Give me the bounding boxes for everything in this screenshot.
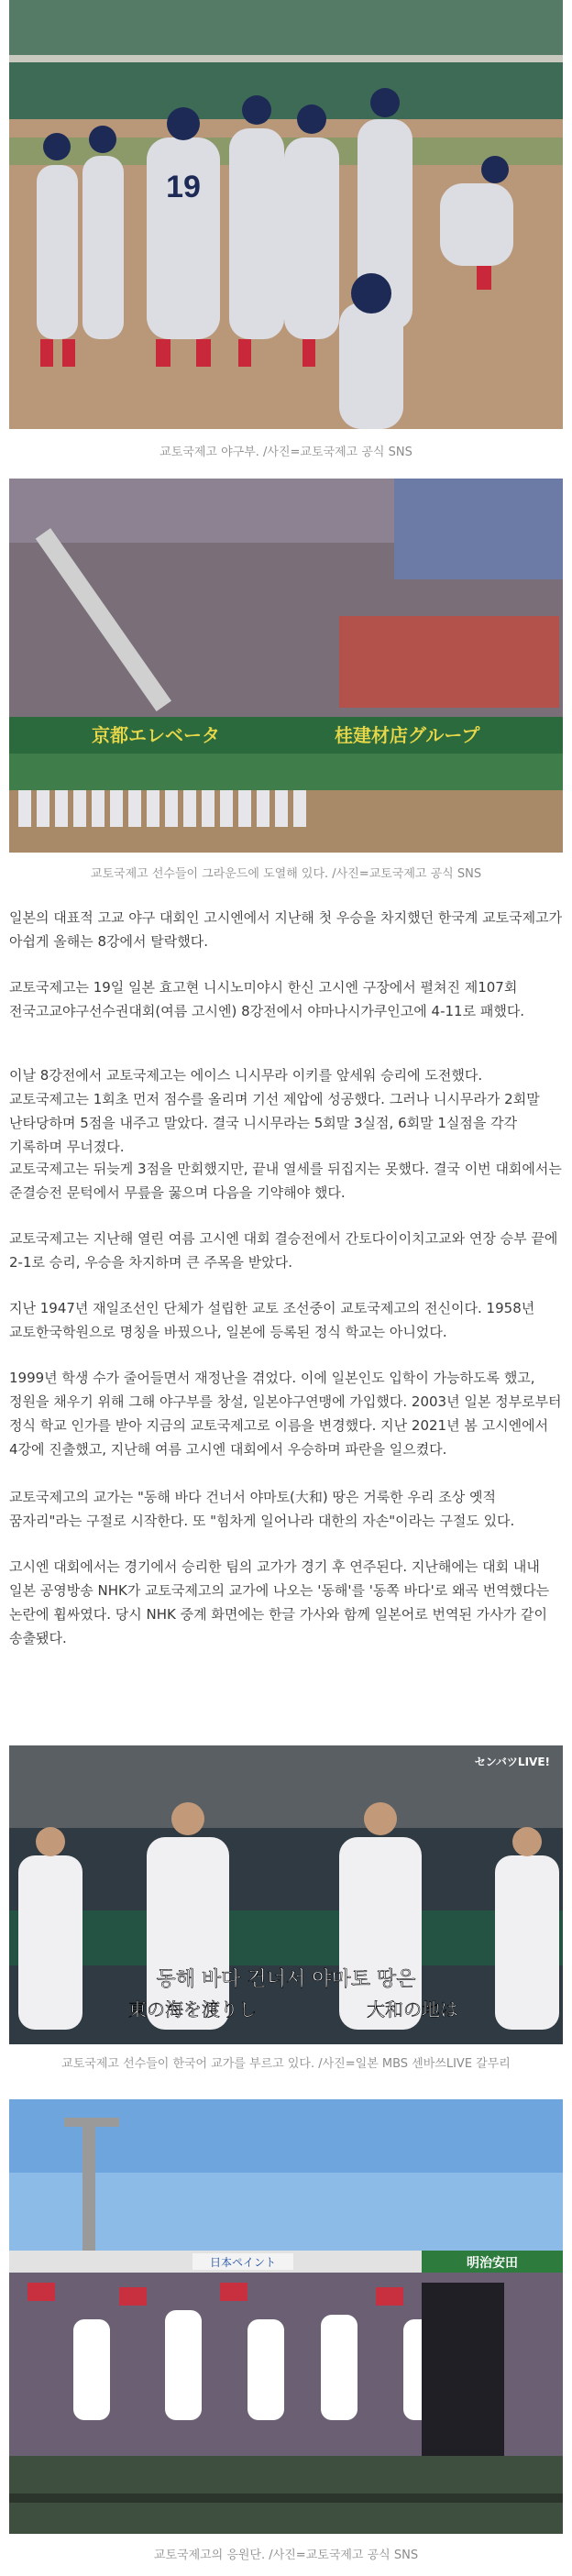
korean-subtitle: 동해 바다 건너서 야마토 땅은 [156, 1968, 416, 1991]
article-paragraph: 1999년 학생 수가 줄어들면서 재정난을 겪었다. 이에 일본인도 입학이 가능하도록 했고, 정원을 채우기 위해 그해 야구부를 창설, 일본야구연맹에 가입했다. 2003년 일본 정부로부터 정식 학교 인가를 받아 지금의 교토국제고로 이름을 변경했다. 지난 2021년 봄 고시엔에서 4강에 진출했고, 지난해 여름 고시엔 대회에서 우승하며 파란을 일으켰다. [9, 1370, 562, 1458]
ad-banner-right: 桂建材店グループ [335, 724, 480, 746]
article-paragraph: 지난 1947년 재일조선인 단체가 설립한 교토 조선중이 교토국제고의 전신이다. 1958년 교토한국학원으로 명칭을 바꿨으나, 일본에 등록된 정식 학교는 아니었다. [9, 1300, 535, 1340]
cheering-section-photo [9, 2099, 563, 2534]
article-paragraph: 교토국제고는 지난해 열린 여름 고시엔 대회 결승전에서 간토다이이치고교와 연장 승부 끝에 2-1로 승리, 우승을 차지하며 큰 주목을 받았다. [9, 1230, 558, 1271]
article-paragraph: 교토국제고는 뒤늦게 3점을 만회했지만, 끝내 열세를 뒤집지는 못했다. 결국 이번 대회에서는 준결승전 문턱에서 무릎을 꿇으며 다음을 기약해야 했다. [9, 1161, 562, 1201]
stadium-lineup-photo [9, 479, 563, 853]
article-paragraph: 이날 8강전에서 교토국제고는 에이스 니시무라 이키를 앞세워 승리에 도전했다. 교토국제고는 1회초 먼저 점수를 올리며 기선 제압에 성공했다. 그러나 니시무라가 2회말 난타당하며 5점을 내주고 말았다. 결국 니시무라는 5회말 3실점, 6회말 1실점을 각각 기록하며 무너졌다. [9, 1067, 540, 1155]
broadcast-screenshot [9, 1745, 563, 2044]
article-paragraph: 교토국제고의 교가는 "동해 바다 건너서 야마토(大和) 땅은 거룩한 우리 조상 옛적 꿈자리"라는 구절로 시작한다. 또 "힘차게 일어나라 대한의 자손"이라는 구절도 있다. [9, 1489, 515, 1529]
photo-caption-3: 교토국제고 선수들이 한국어 교가를 부르고 있다. /사진=일본 MBS 센바쓰LIVE 갈무리 [61, 2057, 511, 2071]
japanese-subtitle-left: 東の海を渡りし [128, 1998, 257, 2020]
photo-caption-1: 교토국제고 야구부. /사진=교토국제고 공식 SNS [160, 446, 412, 459]
photo-caption-4: 교토국제고의 응원단. /사진=교토국제고 공식 SNS [153, 2548, 419, 2562]
ad-banner-left: 京都エレベータ [92, 724, 220, 746]
article-paragraph: 일본의 대표적 고교 야구 대회인 고시엔에서 지난해 첫 우승을 차지했던 한국계 교토국제고가 아쉽게 올해는 8강에서 탈락했다. [9, 909, 563, 950]
article-paragraph: 고시엔 대회에서는 경기에서 승리한 팀의 교가가 경기 후 연주된다. 지난해에는 대회 내내 일본 공영방송 NHK가 교토국제고의 교가에 나오는 '동해'를 '동쪽 바다'로 왜곡 번역했다는 논란에 휩싸였다. 당시 NHK 중계 화면에는 한글 가사와 함께 일본어로 번역된 가사가 같이 송출됐다. [9, 1558, 550, 1646]
ad-sign-2: 明治安田 [467, 2256, 518, 2271]
photo-caption-2: 교토국제고 선수들이 그라운드에 도열해 있다. /사진=교토국제고 공식 SNS [90, 867, 482, 881]
broadcast-logo: センバツLIVE! [474, 1756, 550, 1768]
ad-sign-1: 日本ペイント [209, 2256, 277, 2269]
jersey-number: 19 [166, 170, 201, 204]
article-paragraph: 교토국제고는 19일 일본 효고현 니시노미야시 한신 고시엔 구장에서 펼쳐진 제107회 전국고교야구선수권대회(여름 고시엔) 8강전에서 야마나시가쿠인고에 4-11로 패했다. [9, 979, 525, 1019]
celebration-photo [9, 0, 563, 429]
japanese-subtitle-right: 大和の地は [367, 1998, 458, 2020]
